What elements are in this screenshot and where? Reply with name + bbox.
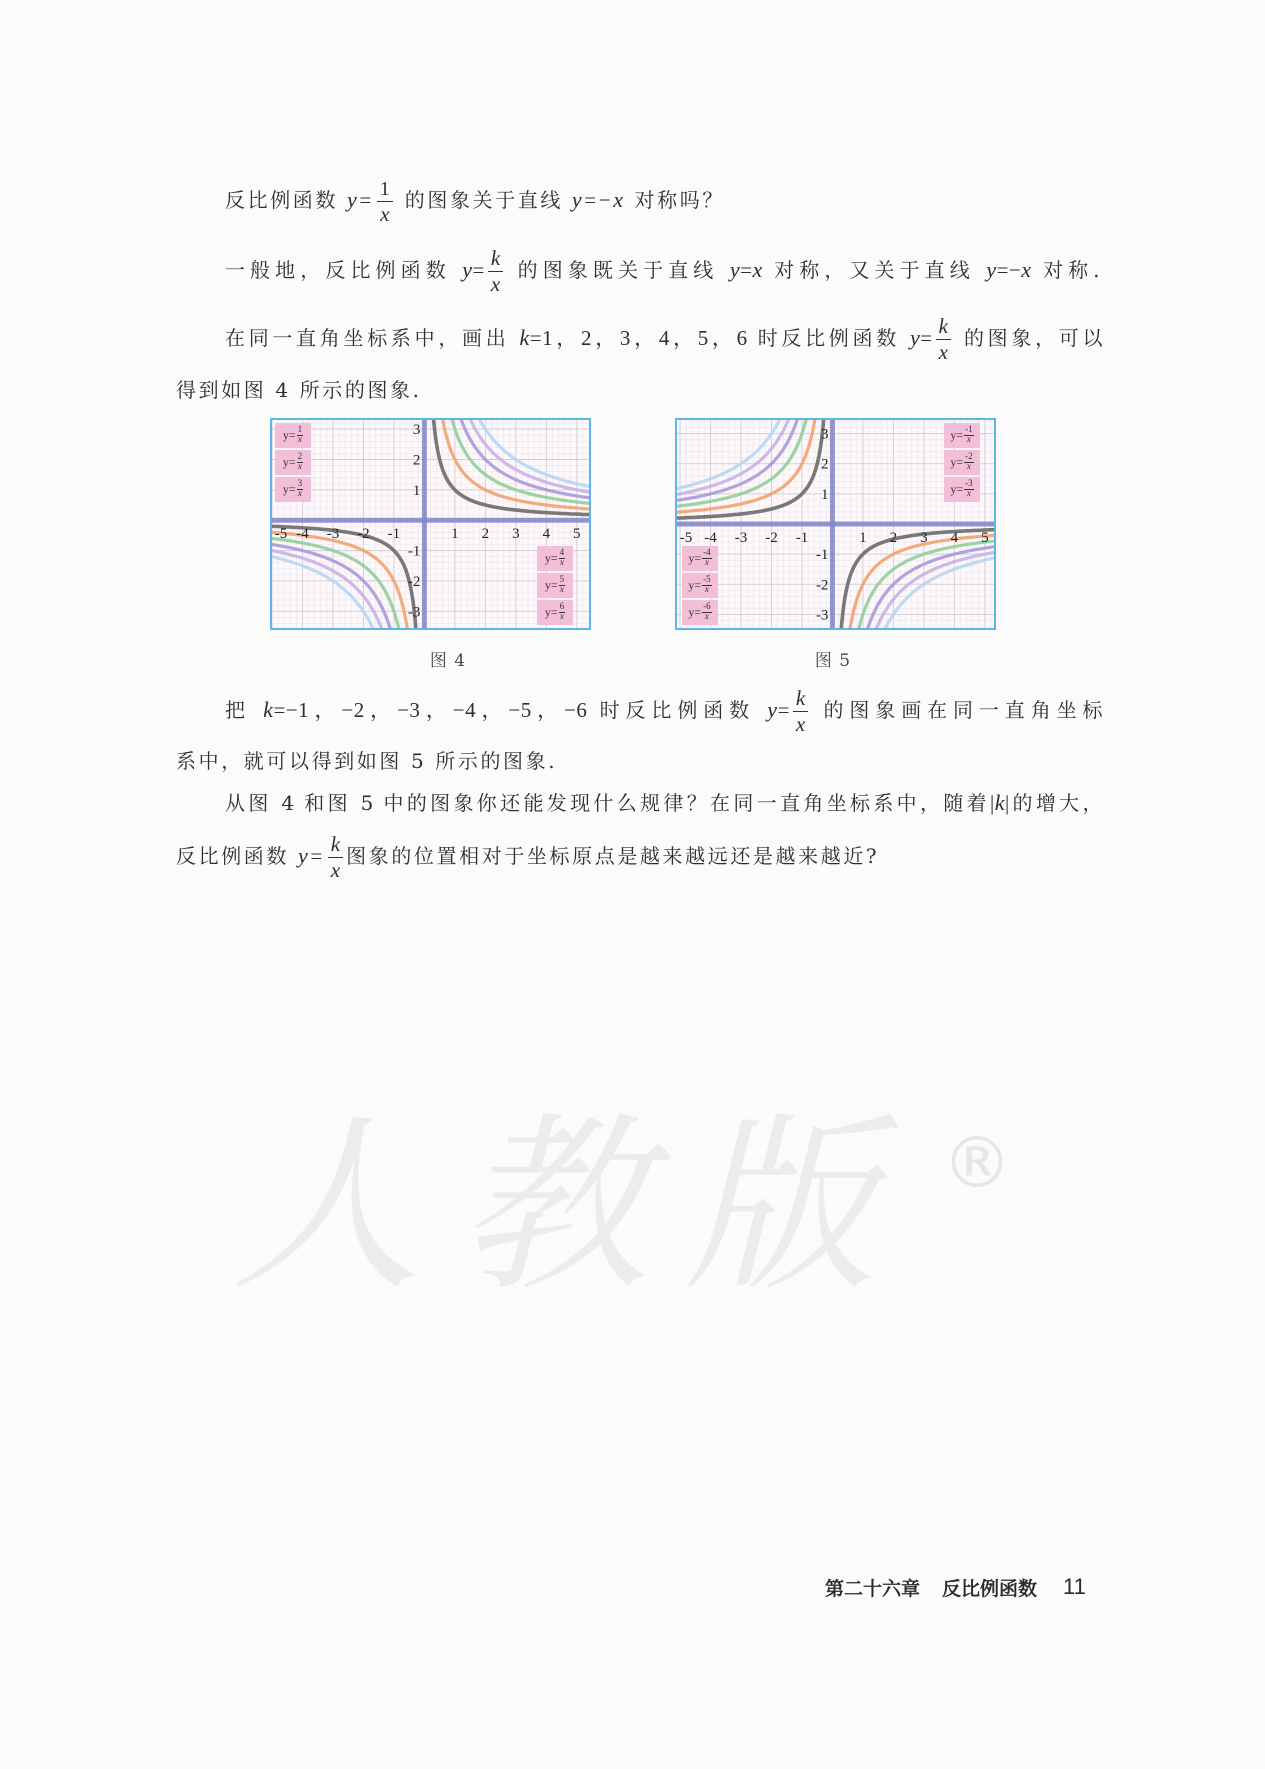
fraction <box>297 452 304 473</box>
registered-mark-icon: ® <box>942 1122 1012 1204</box>
page-number: 11 <box>1063 1574 1086 1599</box>
fraction <box>702 575 712 596</box>
legend-entry <box>537 546 573 571</box>
math-variable: x <box>752 257 763 282</box>
y-tick-label: 3 <box>820 426 829 443</box>
fraction-numerator: -5 <box>703 574 711 585</box>
legend-entry <box>682 573 718 598</box>
y-tick-label: 2 <box>820 456 829 473</box>
legend-entry <box>537 600 573 625</box>
text-run: 一般地，反比例函数 <box>225 258 463 282</box>
legend-entry <box>944 450 980 475</box>
math-symbol: = <box>310 844 325 868</box>
fraction-denominator: x <box>297 462 302 473</box>
legend-label: y= <box>688 551 702 565</box>
legend <box>537 546 573 625</box>
text-run: 从图 4 和图 5 中的图象你还能发现什么规律？在同一直角坐标系中，随着 <box>225 791 990 815</box>
y-tick-label: -2 <box>815 577 829 594</box>
fraction-denominator: x <box>964 435 974 446</box>
fraction <box>559 548 566 569</box>
text-run: 把 <box>225 698 264 722</box>
legend-label: y= <box>950 428 964 442</box>
math-variable: x <box>613 187 626 212</box>
fraction <box>936 316 951 363</box>
paragraph-line <box>225 685 1103 735</box>
fraction-numerator: 1 <box>297 424 303 435</box>
math-symbol: = <box>740 258 753 282</box>
x-tick-label: -4 <box>296 526 309 543</box>
paragraph-line <box>225 245 1100 295</box>
y-tick-label: 1 <box>412 482 421 499</box>
math-symbol: | <box>989 791 995 815</box>
fraction-numerator: 4 <box>559 547 565 558</box>
legend-entry <box>275 477 311 502</box>
legend-entry <box>944 423 980 448</box>
footer-chapter: 第二十六章 <box>825 1578 921 1600</box>
text-run: 的增大， <box>1009 791 1103 815</box>
math-variable: y <box>571 187 585 212</box>
math-variable: y <box>297 843 311 868</box>
fraction <box>964 425 974 446</box>
x-tick-label: 5 <box>981 530 989 546</box>
figure-4-caption: 图 4 <box>429 651 467 671</box>
y-tick-label: -3 <box>815 607 829 624</box>
publisher-watermark: 人教版 <box>231 1096 913 1317</box>
math-variable: y <box>729 257 741 282</box>
text-run: 对称. <box>1031 258 1100 282</box>
footer-title: 反比例函数 <box>942 1578 1038 1600</box>
math-variable: y <box>767 697 778 722</box>
x-tick-label: -4 <box>704 530 717 546</box>
math-symbol: = <box>359 188 374 212</box>
fraction <box>702 548 712 569</box>
fraction-numerator: -2 <box>965 451 973 462</box>
legend-label: y= <box>544 551 558 565</box>
x-tick-label: 4 <box>950 530 959 546</box>
math-variable: y <box>986 257 997 282</box>
x-tick-label: 5 <box>573 526 581 543</box>
text-run: 系中，就可以得到如图 5 所示的图象. <box>176 749 558 773</box>
page-footer <box>825 1572 1086 1602</box>
text-run: 时反比例函数 <box>587 698 768 722</box>
fraction-denominator: x <box>559 558 564 569</box>
math-variable: y <box>346 187 360 212</box>
text-run: 的图象既关于直线 <box>506 258 730 282</box>
text-run: 的图象画在同一直角坐标 <box>811 698 1103 722</box>
math-variable: y <box>462 257 473 282</box>
text-run: 的图象，可以 <box>953 326 1103 350</box>
y-tick-label: 1 <box>820 486 829 503</box>
text-run: 对称，又关于直线 <box>762 258 987 282</box>
x-tick-label: -1 <box>795 530 809 546</box>
legend-label: y= <box>544 605 558 619</box>
text-run: 时反比例函数 <box>747 326 910 350</box>
legend <box>944 423 980 502</box>
x-tick-label: -1 <box>387 526 401 543</box>
fraction <box>964 452 974 473</box>
fraction-numerator: -3 <box>965 478 973 489</box>
fraction <box>559 575 566 596</box>
fraction <box>793 688 808 735</box>
text-run: 图象的位置相对于坐标原点是越来越远还是越来越近? <box>346 844 880 868</box>
legend-label: y= <box>688 578 702 592</box>
fraction-denominator: x <box>702 585 712 596</box>
math-symbol: =1，2，3，4，5，6 <box>529 326 748 350</box>
fraction-denominator: x <box>328 857 343 881</box>
fraction-denominator: x <box>488 271 503 295</box>
text-run: 反比例函数 <box>225 188 347 212</box>
fraction <box>964 479 974 500</box>
paragraph-line <box>176 365 422 415</box>
fraction-numerator: k <box>795 686 806 710</box>
figure-4-chart <box>270 418 591 630</box>
text-run: 在同一直角坐标系中，画出 <box>225 326 520 350</box>
x-tick-label: -2 <box>765 530 778 546</box>
x-tick-label: 2 <box>481 526 490 543</box>
figure-5-caption: 图 5 <box>814 651 852 671</box>
fraction <box>297 425 304 446</box>
paragraph-line <box>225 313 1103 363</box>
fraction-numerator: k <box>938 314 948 338</box>
legend-label: y= <box>282 482 296 496</box>
fraction-numerator: k <box>490 246 501 270</box>
fraction-denominator: x <box>964 489 974 500</box>
math-symbol: =− <box>584 188 614 212</box>
y-tick-label: 3 <box>412 422 421 439</box>
paragraph-line <box>225 778 1103 828</box>
math-symbol: =−1，−2，−3，−4，−5，−6 <box>273 698 588 722</box>
paragraph-line <box>225 175 725 225</box>
fraction-denominator: x <box>297 435 302 446</box>
legend-label: y= <box>282 455 296 469</box>
figure-5-chart <box>675 418 996 630</box>
fraction-denominator: x <box>559 612 564 623</box>
math-symbol: =− <box>996 258 1022 282</box>
math-symbol: = <box>920 326 933 350</box>
fraction <box>297 479 304 500</box>
fraction-numerator: 6 <box>559 601 565 612</box>
y-tick-label: -2 <box>407 573 421 590</box>
fraction-numerator: -1 <box>965 424 973 435</box>
fraction-numerator: -4 <box>703 547 711 558</box>
x-tick-label: 3 <box>512 526 520 543</box>
legend-entry <box>944 477 980 502</box>
legend <box>275 423 311 502</box>
math-variable: k <box>994 790 1005 815</box>
math-variable: x <box>1021 257 1032 282</box>
math-variable: y <box>909 325 921 350</box>
legend-label: y= <box>950 455 964 469</box>
y-tick-label: 2 <box>412 452 421 469</box>
fraction-numerator: 3 <box>297 478 303 489</box>
math-symbol: | <box>1004 791 1010 815</box>
x-tick-label: 1 <box>859 530 867 546</box>
legend-entry <box>537 573 573 598</box>
fraction <box>702 602 712 623</box>
math-symbol: = <box>777 698 790 722</box>
fraction-denominator: x <box>702 558 712 569</box>
x-tick-label: 3 <box>920 530 928 546</box>
x-tick-label: -5 <box>274 526 288 543</box>
text-run: 对称吗？ <box>625 188 725 212</box>
fraction-denominator: x <box>964 462 974 473</box>
fraction-denominator: x <box>377 201 393 225</box>
legend-label: y= <box>688 605 702 619</box>
x-tick-label: 4 <box>542 526 551 543</box>
x-tick-label: -3 <box>326 526 340 543</box>
fraction <box>377 179 393 225</box>
text-run: 反比例函数 <box>176 844 298 868</box>
legend-label: y= <box>282 428 296 442</box>
x-tick-label: 1 <box>451 526 459 543</box>
fraction-numerator: -6 <box>703 601 711 612</box>
legend-label: y= <box>544 578 558 592</box>
fraction-numerator: 2 <box>297 451 303 462</box>
fraction-numerator: 5 <box>559 574 565 585</box>
legend-entry <box>275 450 311 475</box>
y-tick-label: -1 <box>815 547 829 564</box>
math-variable: k <box>519 325 530 350</box>
text-run: 的图象关于直线 <box>395 188 572 212</box>
fraction-numerator: k <box>330 832 341 856</box>
fraction-denominator: x <box>559 585 564 596</box>
legend-label: y= <box>950 482 964 496</box>
fraction <box>328 834 343 881</box>
fraction <box>559 602 566 623</box>
y-tick-label: -3 <box>407 604 421 621</box>
legend <box>682 546 718 625</box>
math-symbol: = <box>472 258 485 282</box>
y-tick-label: -1 <box>407 543 421 560</box>
x-tick-label: -3 <box>734 530 748 546</box>
fraction-denominator: x <box>702 612 712 623</box>
legend-entry <box>275 423 311 448</box>
fraction-denominator: x <box>297 489 302 500</box>
paragraph-line <box>176 831 879 881</box>
fraction-numerator: 1 <box>379 177 390 200</box>
fraction-denominator: x <box>793 711 808 735</box>
fraction-denominator: x <box>936 339 951 363</box>
x-tick-label: 2 <box>889 530 898 546</box>
x-tick-label: -5 <box>679 530 693 546</box>
fraction <box>488 248 503 295</box>
text-run: 得到如图 4 所示的图象. <box>176 378 422 402</box>
legend-entry <box>682 546 718 571</box>
x-tick-label: -2 <box>357 526 370 543</box>
legend-entry <box>682 600 718 625</box>
math-variable: k <box>263 697 274 722</box>
